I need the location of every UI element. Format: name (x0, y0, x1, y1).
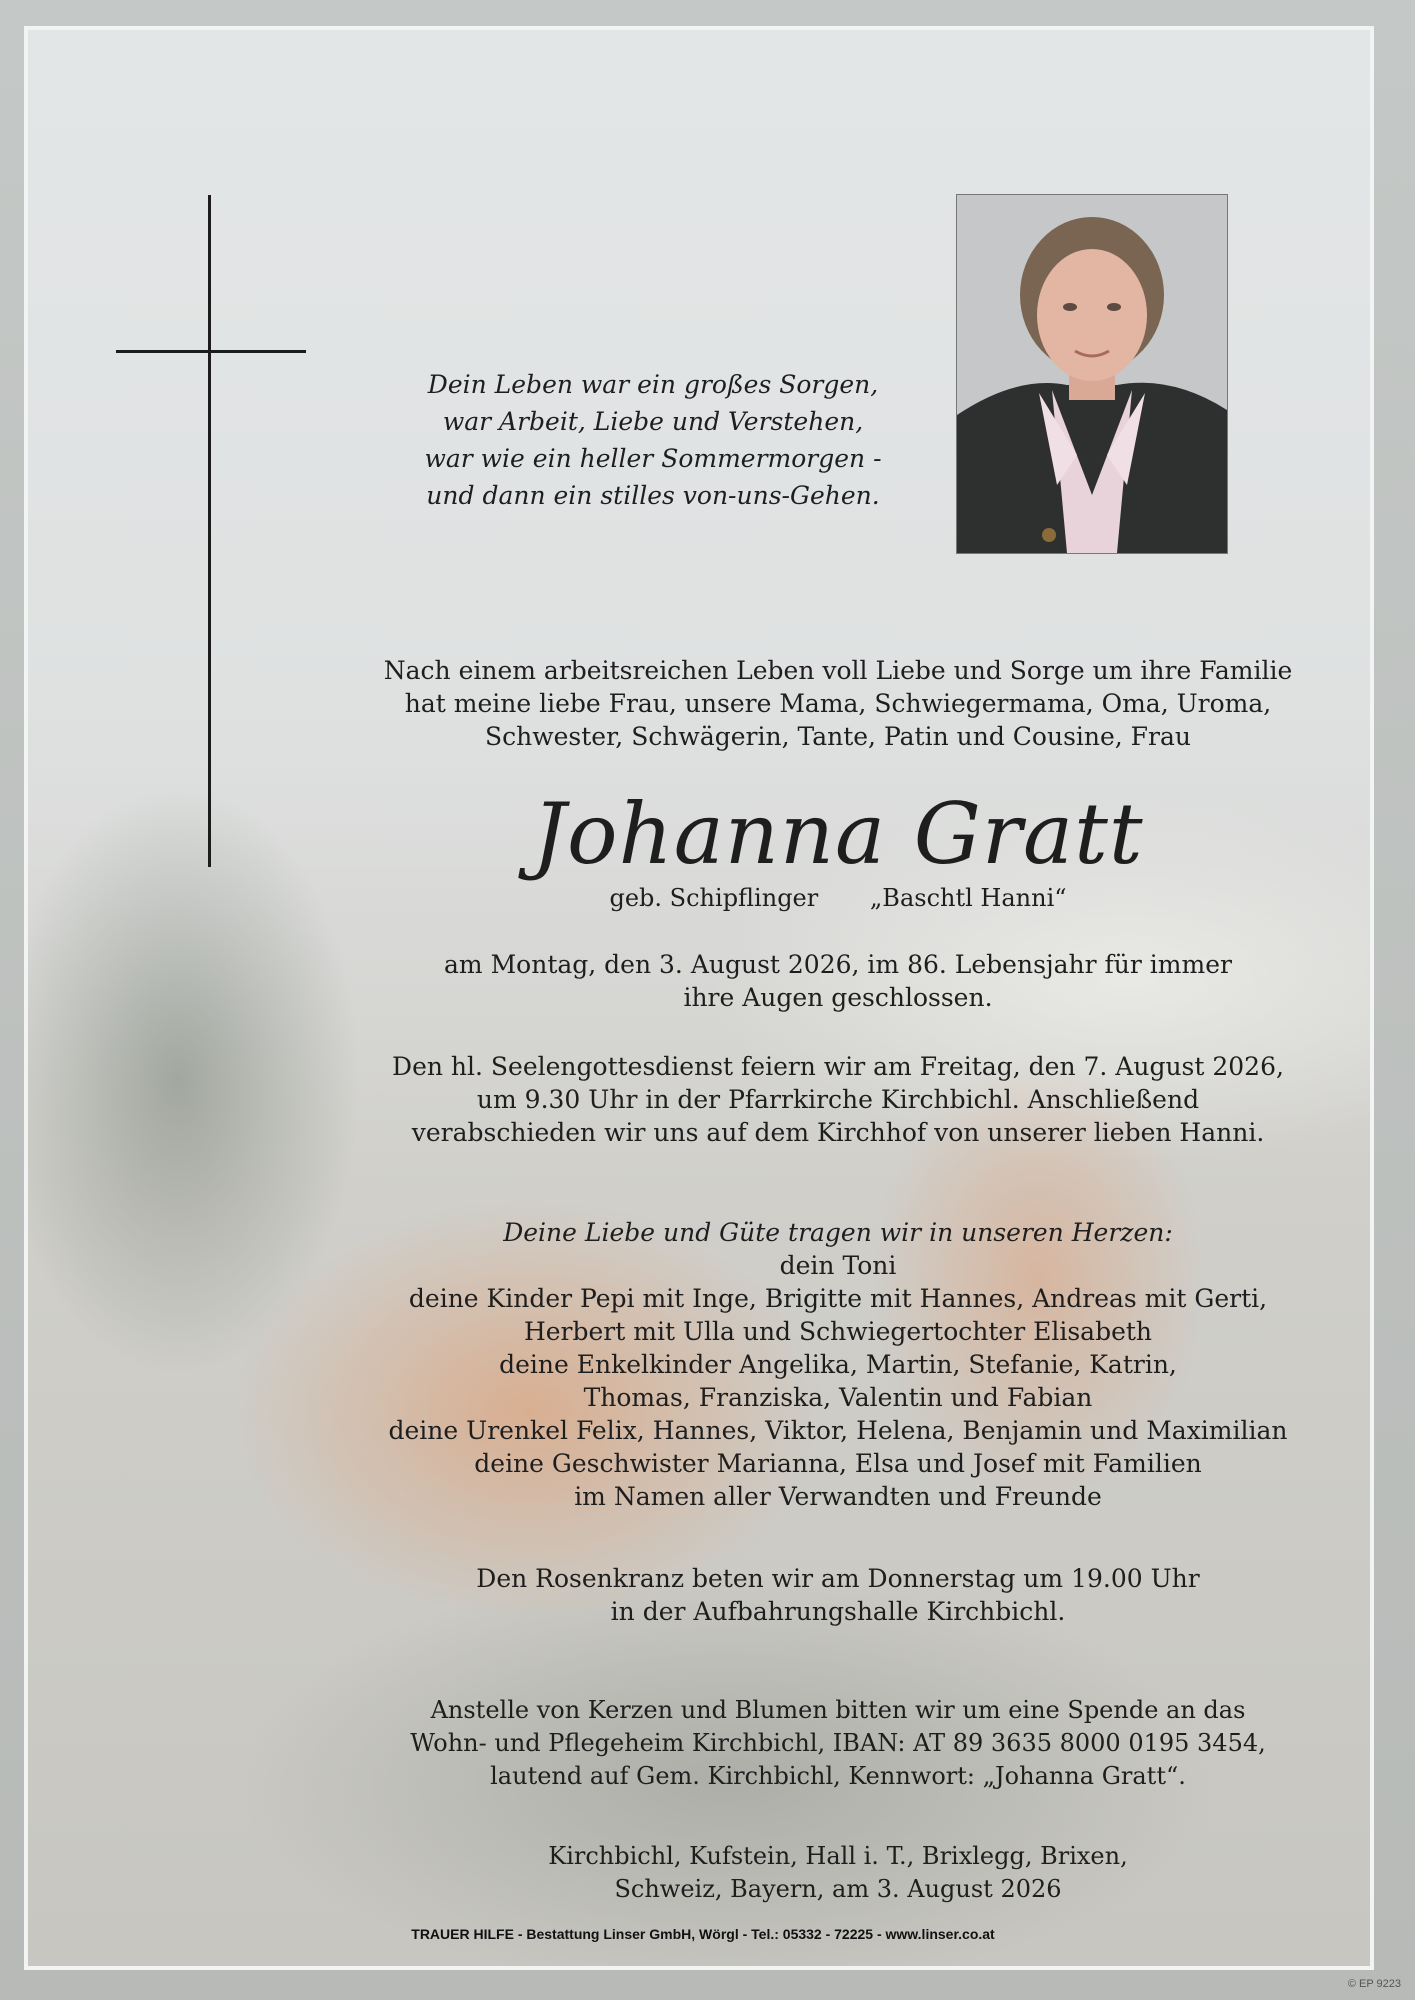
poem (373, 366, 933, 514)
intro-line: Nach einem arbeitsreichen Leben voll Liebe und Sorge um ihre Familie (383, 656, 1293, 685)
birth-name-row (308, 882, 1368, 914)
obituary-card (24, 26, 1374, 1970)
family-line: deine Enkelkinder Angelika, Martin, Stefanie, Katrin, (499, 1350, 1177, 1379)
cross-horizontal-bar (116, 350, 306, 353)
poem-line: war wie ein heller Sommermorgen - (424, 444, 882, 473)
family-line: deine Kinder Pepi mit Inge, Brigitte mit Hannes, Andreas mit Gerti, (408, 1284, 1268, 1313)
family-line: deine Urenkel Felix, Hannes, Viktor, Helena, Benjamin und Maximilian (388, 1416, 1288, 1445)
poem-line: war Arbeit, Liebe und Verstehen, (442, 407, 864, 436)
poem-line: und dann ein stilles von-uns-Gehen. (426, 481, 880, 510)
rosary-line: Den Rosenkranz beten wir am Donnerstag um 19.00 Uhr (476, 1564, 1200, 1593)
donation-info (308, 1694, 1368, 1793)
family-line: deine Geschwister Marianna, Elsa und Josef mit Familien (474, 1449, 1202, 1478)
place-and-date (308, 1840, 1368, 1906)
place-line: Schweiz, Bayern, am 3. August 2026 (614, 1875, 1062, 1903)
birth-name: geb. Schipflinger (609, 884, 819, 912)
death-line: am Montag, den 3. August 2026, im 86. Lebensjahr für immer (444, 950, 1232, 979)
family-line: Thomas, Franziska, Valentin und Fabian (583, 1383, 1093, 1412)
family-heading: Deine Liebe und Güte tragen wir in unseren Herzen: (503, 1218, 1173, 1247)
intro-text (308, 654, 1368, 753)
rosary-line: in der Aufbahrungshalle Kirchbichl. (610, 1597, 1066, 1626)
donation-line: Wohn- und Pflegeheim Kirchbichl, IBAN: AT 89 3635 8000 0195 3454, (410, 1729, 1266, 1757)
intro-line: Schwester, Schwägerin, Tante, Patin und Cousine, Frau (485, 722, 1191, 751)
funeral-home-footer: TRAUER HILFE - Bestattung Linser GmbH, Wörgl - Tel.: 05332 - 72225 - www.linser.co.at (411, 1926, 995, 1942)
death-line: ihre Augen geschlossen. (683, 983, 993, 1012)
mass-line: um 9.30 Uhr in der Pfarrkirche Kirchbichl. Anschließend (476, 1085, 1200, 1114)
portrait-photo (956, 194, 1228, 554)
funeral-mass-info (308, 1050, 1368, 1149)
intro-line: hat meine liebe Frau, unsere Mama, Schwiegermama, Oma, Uroma, (404, 689, 1272, 718)
rosary-info (308, 1562, 1368, 1628)
deceased-name: Johanna Gratt (532, 785, 1144, 883)
family-line: Herbert mit Ulla und Schwiegertochter Elisabeth (523, 1317, 1153, 1346)
death-notice (308, 948, 1368, 1014)
place-line: Kirchbichl, Kufstein, Hall i. T., Brixlegg, Brixen, (548, 1842, 1128, 1870)
donation-line: lautend auf Gem. Kirchbichl, Kennwort: „Johanna Gratt“. (490, 1762, 1186, 1790)
document-code: © EP 9223 (1347, 1978, 1401, 1990)
donation-line: Anstelle von Kerzen und Blumen bitten wir um eine Spende an das (430, 1696, 1246, 1724)
family-list (308, 1249, 1368, 1513)
cross-vertical-bar (208, 195, 211, 867)
nickname: „Baschtl Hanni“ (869, 884, 1067, 912)
family-line: dein Toni (779, 1251, 897, 1280)
mass-line: verabschieden wir uns auf dem Kirchhof von unserer lieben Hanni. (411, 1118, 1265, 1147)
family-line: im Namen aller Verwandten und Freunde (574, 1482, 1102, 1511)
poem-line: Dein Leben war ein großes Sorgen, (427, 370, 879, 399)
mass-line: Den hl. Seelengottesdienst feiern wir am Freitag, den 7. August 2026, (392, 1052, 1284, 1081)
